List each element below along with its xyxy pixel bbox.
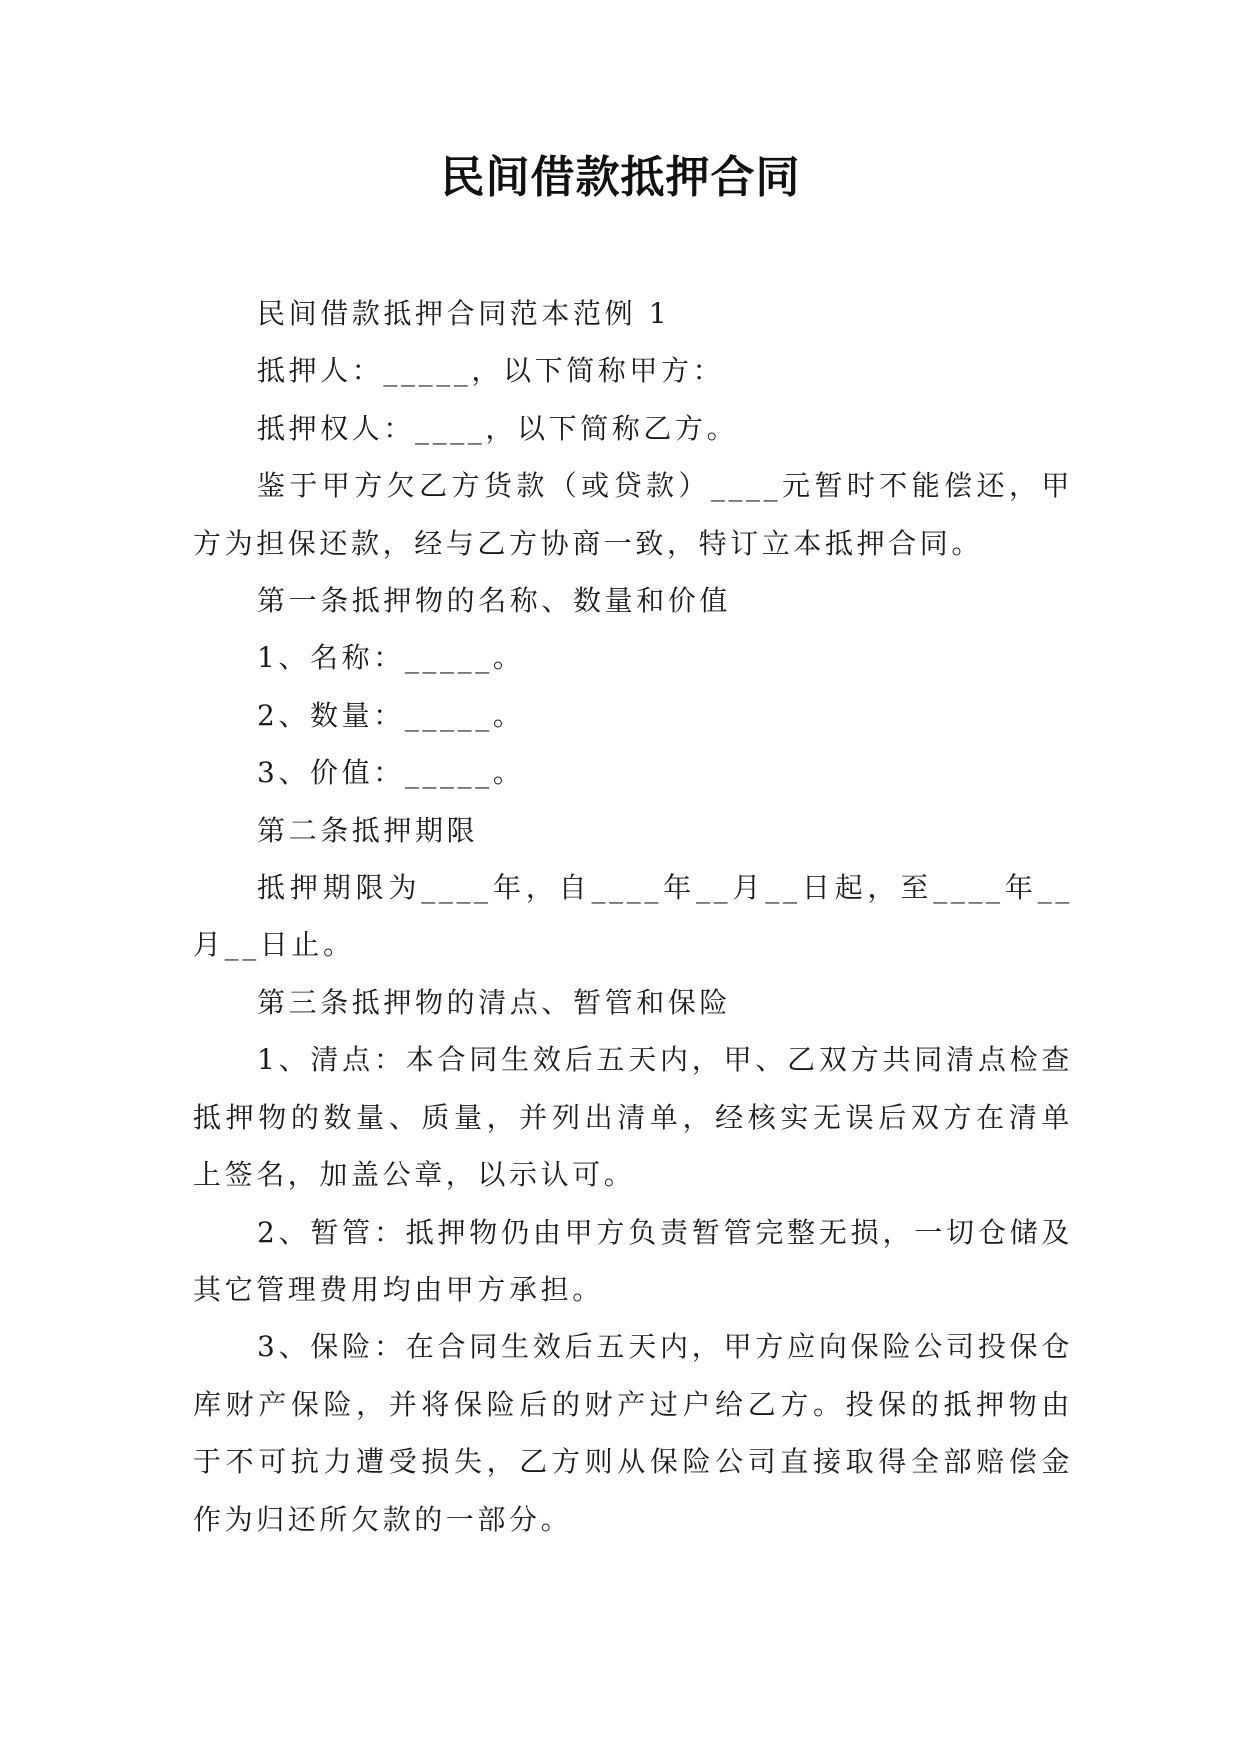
article-1-item-value: 3、价值：_____。 <box>257 756 525 790</box>
article-2-term: 抵押期限为____年，自____年__月__日起，至____年__月__日止。 <box>193 871 1073 962</box>
article-1-item-name: 1、名称：_____。 <box>257 641 525 675</box>
article-2-heading: 第二条抵押期限 <box>257 813 479 847</box>
paragraph-mortgagor: 抵押人：_____，以下简称甲方： <box>257 354 725 388</box>
page-title: 民间借款抵押合同 <box>440 152 801 203</box>
article-3-item-insurance: 3、保险：在合同生效后五天内，甲方应向保险公司投保仓库财产保险，并将保险后的财产过户给乙方。投保的抵押物由于不可抗力遭受损失，乙方则从保险公司直接取得全部赔偿金作为归还所欠款的一部分。 <box>193 1330 1073 1536</box>
article-3-item-inventory: 1、清点：本合同生效后五天内，甲、乙双方共同清点检查抵押物的数量、质量，并列出清单，经核实无误后双方在清单上签名，加盖公章，以示认可。 <box>193 1043 1073 1192</box>
article-3-item-custody: 2、暂管：抵押物仍由甲方负责暂管完整无损，一切仓储及其它管理费用均由甲方承担。 <box>193 1215 1073 1306</box>
paragraph-subtitle: 民间借款抵押合同范本范例 1 <box>257 297 671 330</box>
paragraph-recital: 鉴于甲方欠乙方货款（或贷款）____元暂时不能偿还，甲方为担保还款，经与乙方协商一致，特订立本抵押合同。 <box>193 469 1073 560</box>
paragraph-mortgagee: 抵押权人：____，以下简称乙方。 <box>257 411 739 445</box>
article-1-heading: 第一条抵押物的名称、数量和价值 <box>257 584 732 618</box>
document-body <box>193 285 1073 1548</box>
article-1-item-quantity: 2、数量：_____。 <box>257 698 525 732</box>
article-3-heading: 第三条抵押物的清点、暂管和保险 <box>257 985 732 1019</box>
